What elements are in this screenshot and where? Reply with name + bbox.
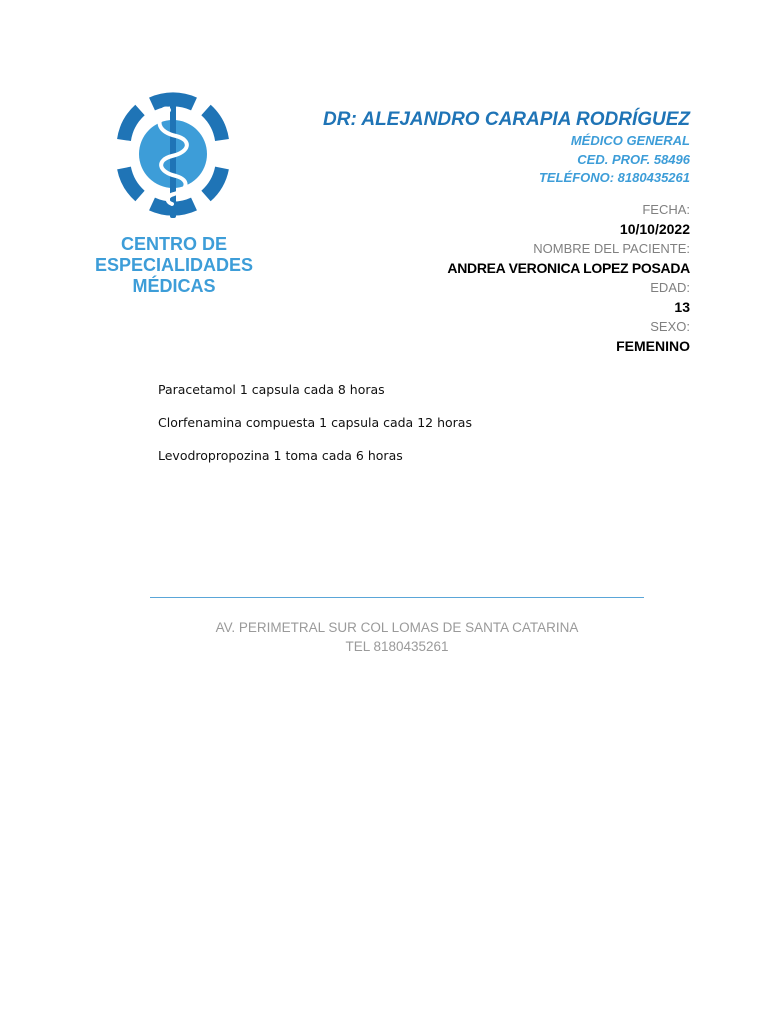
patient-info [447, 200, 690, 356]
footer-divider [150, 597, 644, 598]
date-label: FECHA: [642, 202, 690, 217]
prescription-list [158, 380, 472, 479]
patient-name-label: NOMBRE DEL PACIENTE: [533, 241, 690, 256]
footer-address: AV. PERIMETRAL SUR COL LOMAS DE SANTA CATARINA [215, 620, 579, 635]
clinic-name-line-1: CENTRO DE [120, 234, 227, 254]
doctor-name: DR: ALEJANDRO CARAPIA RODRÍGUEZ [323, 109, 690, 130]
sex-label: SEXO: [650, 319, 690, 334]
doctor-header [323, 108, 690, 188]
doctor-license: CED. PROF. 58496 [577, 151, 690, 167]
prescription-item: Levodropropozina 1 toma cada 6 horas [158, 448, 403, 463]
doctor-phone: TELÉFONO: 8180435261 [538, 170, 690, 185]
age-value: 13 [674, 299, 690, 315]
caduceus-gear-icon [114, 90, 232, 218]
footer [150, 618, 644, 656]
sex-value: FEMENINO [616, 338, 690, 354]
age-label: EDAD: [650, 280, 690, 295]
date-value: 10/10/2022 [619, 221, 690, 237]
prescription-item: Paracetamol 1 capsula cada 8 horas [158, 382, 385, 397]
footer-phone: TEL 8180435261 [345, 639, 449, 654]
clinic-logo [114, 90, 232, 218]
clinic-name-line-2: ESPECIALIDADES [94, 255, 254, 275]
clinic-name-line-3: MÉDICAS [132, 276, 216, 296]
prescription-item: Clorfenamina compuesta 1 capsula cada 12 horas [158, 415, 472, 430]
patient-name-value: ANDREA VERONICA LOPEZ POSADA [447, 260, 690, 276]
doctor-title: MÉDICO GENERAL [570, 133, 690, 148]
clinic-name [84, 234, 264, 297]
